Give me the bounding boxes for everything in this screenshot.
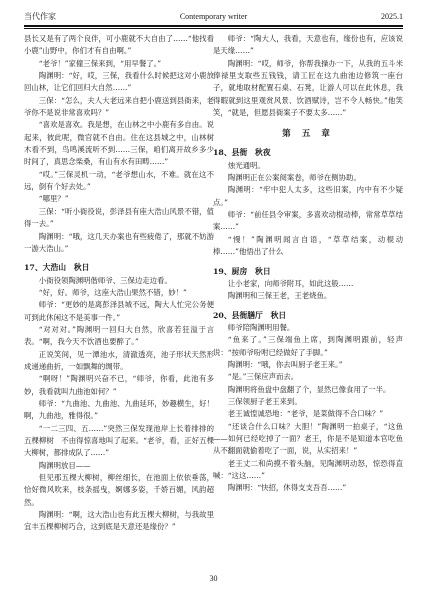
header-issue: 2025.1 bbox=[381, 12, 403, 21]
paragraph: 陶渊明：“哦，这几天办案也有些疲倦了，那就不妨游一游大浩山。” bbox=[24, 231, 214, 253]
paragraph: 三保领厨子老王来到。 bbox=[227, 396, 302, 406]
header-rule-thin bbox=[24, 28, 403, 29]
paragraph: 陶渊明：“牢中犯人太多，这些旧案，内中有不少疑点。” bbox=[213, 185, 403, 207]
paragraph: 正说笑间，见一潭池水，清澈透亮，池子形状天然形成递递曲折，一如飘舞的绸带。 bbox=[24, 349, 214, 371]
paragraph: “啊呀！”陶渊明兴奋不已，“师爷，你看，此池有多妙，我看就叫九曲池如何？” bbox=[24, 374, 214, 396]
scene-heading-19: 19、厨房 秋日 bbox=[213, 266, 271, 276]
paragraph: 但见那五棵大柳树，柳丝细长，在池面上依依垂荡，恰好微风吹来，枝条摇曳，婀娜多姿，千娇百媚，风韵超然。 bbox=[24, 473, 214, 507]
paragraph: 师爷：“陶大人，我看，天意也有，缘份也有，应该说是天缘……” bbox=[213, 34, 403, 56]
page-number: 30 bbox=[209, 574, 218, 583]
left-column bbox=[24, 33, 214, 567]
scene-heading-18: 18、县衙 秋夜 bbox=[213, 148, 271, 158]
chapter-title: 第 五 章 bbox=[282, 129, 334, 140]
paragraph: 师爷：“九曲池、九曲池、九曲延环，妙趣横生，好！啊，九曲池，雅得很。” bbox=[24, 398, 214, 421]
paragraph: 陶渊明正在公案阅案卷，师爷在侧协助。 bbox=[227, 173, 361, 183]
paragraph: “还谈合什么口味？大胆！”陶渊明一拍桌子，“这鱼——如何已经吃掉了一面？老王，你是不是知道本官吃鱼从不翻面就偷着吃了一面，说，从实招来！” bbox=[213, 421, 403, 456]
paragraph: “哎。”三保灵机一动，“老爷想山水，不难。就在这不远，倒有个好去处。” bbox=[24, 169, 214, 192]
paragraph: “慢！”陶渊明闻言自语，“草草结案，动棍动棒……”他悟出了什么 bbox=[213, 234, 403, 257]
paragraph: 烛光通明。 bbox=[227, 160, 265, 170]
paragraph: 老王诚惶诚恐地：“老爷，是菜做得不合口味？” bbox=[227, 409, 384, 419]
paragraph: “喜欢是喜欢。我是想，在山林之中小鹿有多自由。说起来，彼此呢，微官就不自由。住在这县城之中，山林树木看不到，鸟鸣溪流听不到……三保，咱们离开故乡多少时间了，真思念柴桑，有山有水有田畴……” bbox=[24, 120, 214, 167]
running-header bbox=[24, 10, 403, 24]
paragraph: “是。”三保应声而去。 bbox=[227, 372, 299, 382]
paragraph: 陶渊明将鱼盘中盘翻了个，显然已像食用了一半。 bbox=[227, 384, 391, 394]
paragraph: 陶渊明放目—— bbox=[38, 460, 91, 470]
paragraph: 陶渊明：“哎，师爷，你帮我操办一下，从我的五斗米俸禄里支取些五钱钱，请工匠在这九曲池边修筑一座台子，就地取材配置石桌、石凳，让游人可以在此休息，我得暇就到这里观赏风景、饮酒赋诗，岂不令人畅快。”他笑笑，“就是，但愿县衙案子不要太多……” bbox=[213, 58, 403, 118]
paragraph: “哪里？” bbox=[38, 194, 69, 204]
paragraph: 陶渊明：“好，哎，三保，我看什么时候把这对小鹿放回山林，让它们回归大自然……” bbox=[24, 71, 214, 93]
header-english-title: Contemporary writer bbox=[179, 12, 248, 21]
paragraph: “一二三四、五……”突然三保发现池岸上长着排排的五棵柳树 不由得惊喜地叫了起来。“老爷，看，正好五棵大柳树，都排成队了……” bbox=[24, 423, 214, 458]
paragraph: 三保：“听小衙役说，彭泽县有座大浩山风景不错，值得一去。” bbox=[24, 206, 214, 229]
right-column bbox=[213, 33, 403, 567]
header-rule-thick bbox=[24, 25, 403, 27]
paragraph: 老王丈二和尚摸不着头脑，见陶渊明动怒，惊恐得直喊：“这这……” bbox=[213, 458, 403, 480]
paragraph: 让小老家，向师爷附耳，如此这般…… bbox=[227, 278, 354, 288]
paragraph: “老爷！”家僮三保来到，“用早餐了。” bbox=[38, 58, 162, 68]
paragraph: “好，好。师爷，这座大浩山果然不错，妙！” bbox=[38, 287, 187, 297]
scene-heading-17: 17、大浩山 秋日 bbox=[24, 263, 90, 273]
paragraph: 陶渊明：“哦，你去叫厨子老王来。” bbox=[227, 359, 343, 369]
paragraph: 师爷：“更妙的是离彭泽县城不远，陶大人忙完公务便可到此休闲这不是美事一件。” bbox=[24, 300, 214, 322]
paragraph: 师爷：“前任县令审案，多喜欢动棍动棒，常常草草结案……” bbox=[213, 210, 403, 232]
paragraph: “鱼来了。”三保端鱼上席，到陶渊明跟前，轻声说：“按师爷吩咐已经做好了手脚。” bbox=[213, 335, 403, 357]
scene-heading-20: 20、县衙膳厅 秋日 bbox=[213, 310, 287, 320]
paragraph: 陶渊明：“啊，这大浩山也有此五棵大柳树，与我故里宜丰五棵柳树巧合，这到底是天意还是缘份？” bbox=[24, 510, 214, 532]
paragraph: 陶渊明：“快招，休得支支吾吾……” bbox=[227, 483, 347, 493]
header-magazine-title: 当代作家 bbox=[24, 12, 56, 21]
paragraph: “对对对。”陶渊明一回归大自然，欣喜若狂溢于言表。“啊，我今天不饮酒也要醉了。” bbox=[24, 324, 214, 347]
paragraph: 三保：“怎么，夫人大老远来自把小鹿送到县衙来，老爷你不是说非常喜欢吗？” bbox=[24, 95, 214, 118]
paragraph: 县长又是有了两个良伴，可小鹿就不大自由了……“他找看小鹿”山野中，你们才有自由啊。” bbox=[24, 34, 214, 56]
paragraph: 小衙役领陶渊明偕师爷、三保边走边看。 bbox=[38, 275, 172, 285]
paragraph: 师爷陪陶渊明用餐。 bbox=[227, 322, 295, 332]
paragraph: 陶渊明和三保王老，王老烧鱼。 bbox=[227, 291, 332, 301]
